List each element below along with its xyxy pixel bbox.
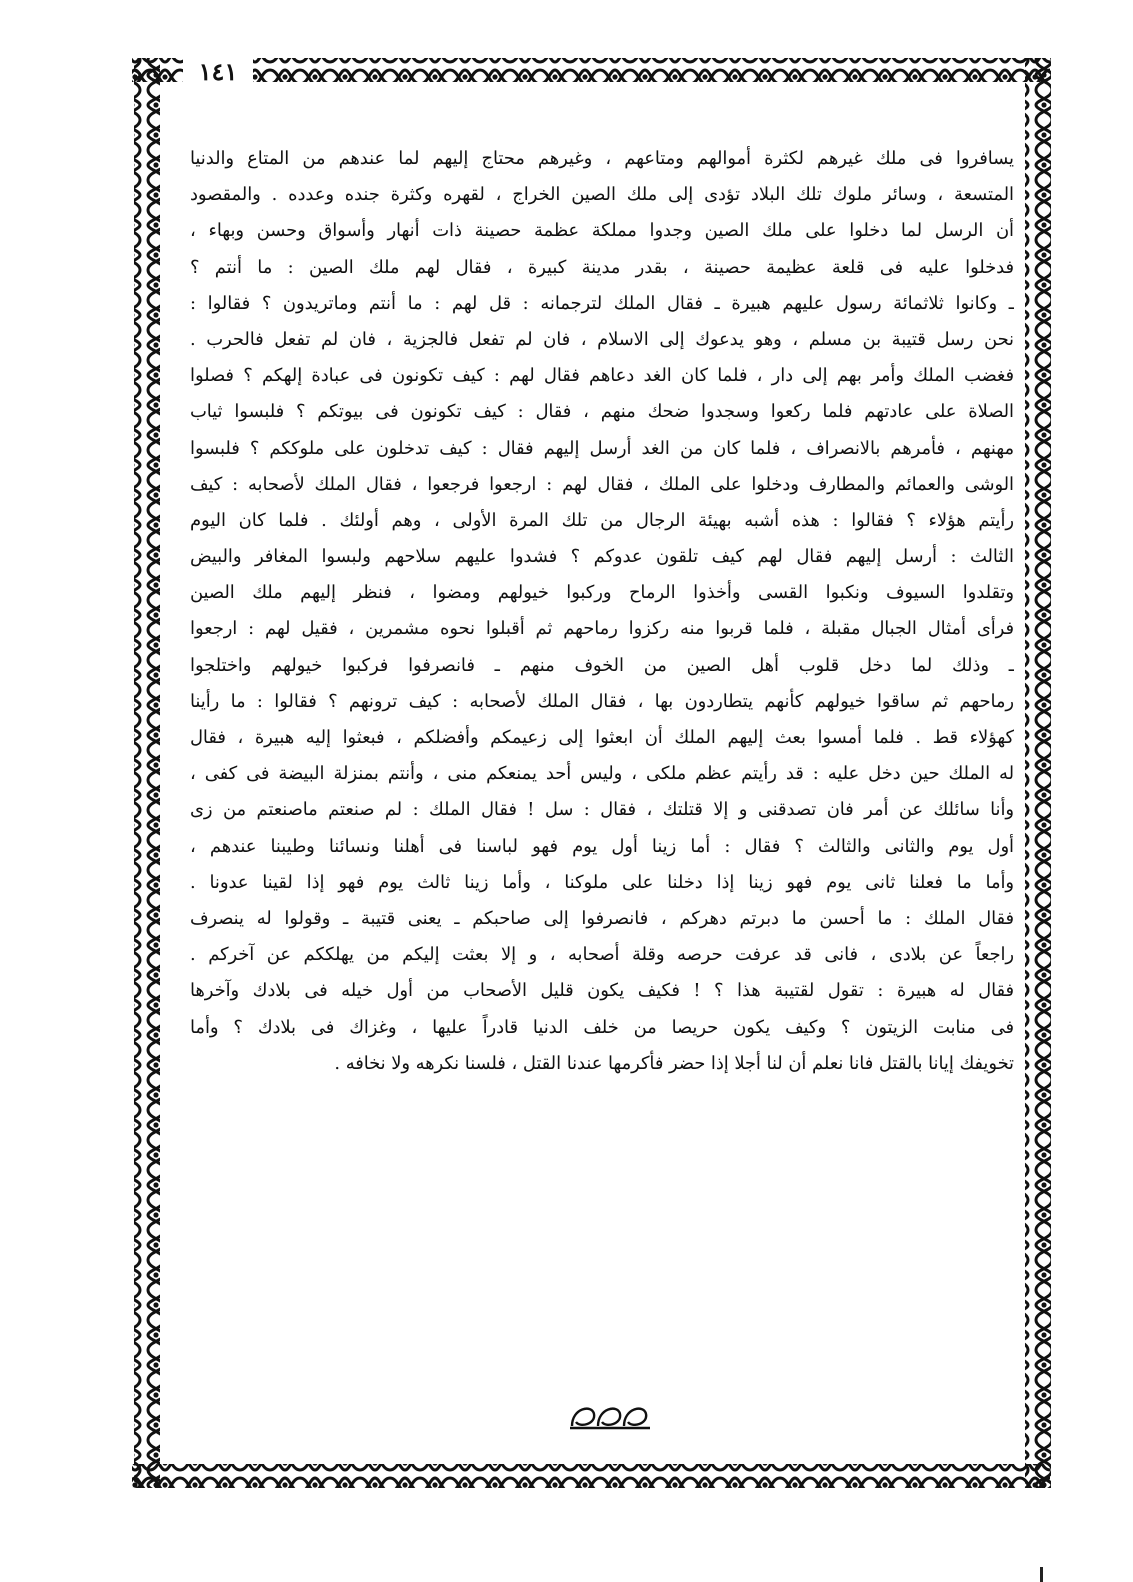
text-line: راجعاً عن بلادى ، فانى قد عرفت حرصه وقلة أصحابه ، و إلا بعثت إليكم من يهلككم عن آخركم . [190, 944, 1014, 966]
text-line: فرأى أمثال الجبال مقبلة ، فلما قربوا منه ركزوا رماحهم ثم أقبلوا نحوه مشمرين ، فقيل لهم : ارجعوا [190, 618, 1014, 640]
text-line: أول يوم والثانى والثالث ؟ فقال : أما زينا أول يوم فهو لباسنا فى أهلنا ونسائنا وطيبنا عندهم ، [190, 835, 1014, 857]
text-line: ـ وكانوا ثلاثمائة رسول عليهم هبيرة ـ فقال الملك لترجمانه : قل لهم : ما أنتم وماتريدون ؟ فقالوا : [190, 292, 1014, 314]
text-line: نحن رسل قتيبة بن مسلم ، وهو يدعوك إلى الاسلام ، فان لم تفعل فالجزية ، فان لم تفعل فالحرب . [190, 328, 1014, 350]
body-text [190, 141, 1014, 1082]
border-left [134, 58, 160, 1488]
text-line: تخويفك إيانا بالقتل فانا نعلم أن لنا أجلا إذا حضر فأكرمها عندنا القتل ، فلسنا نكرهه ولا نخافه . [334, 1052, 1014, 1074]
text-line: رماحهم ثم ساقوا خيولهم كأنهم يتطاردون بها ، فقال الملك لأصحابه : كيف ترونهم ؟ فقالوا : ما رأينا [190, 690, 1014, 712]
border-bottom [132, 1464, 1050, 1488]
text-line: ـ وذلك لما دخل قلوب أهل الصين من الخوف منهم ـ فانصرفوا فركبوا خيولهم واختلجوا [190, 654, 1014, 676]
text-line: الوشى والعمائم والمطارف ودخلوا على الملك ، فقال لهم : ارجعوا فرجعوا ، فقال الملك لأصحابه : كيف [190, 473, 1014, 495]
text-line: أن الرسل لما دخلوا على ملك الصين وجدوا مملكة عظمة حصينة ذات أنهار وأسواق وحسن وبهاء ، [190, 220, 1014, 242]
text-line: المتسعة ، وسائر ملوك تلك البلاد تؤدى إلى ملك الصين الخراج ، لقهره وكثرة جنده وعدده . والمقصود [190, 184, 1014, 206]
border-top [132, 58, 1050, 82]
text-line: وتقلدوا السيوف ونكبوا القسى وأخذوا الرماح وركبوا خيولهم ومضوا ، فنظر إليهم ملك الصين [190, 582, 1014, 604]
text-line: يسافروا فى ملك غيرهم لكثرة أموالهم ومتاعهم ، وغيرهم محتاج إليهم لما عندهم من المتاع والدنيا [190, 148, 1014, 169]
text-line: فى منابت الزيتون ؟ وكيف يكون حريصا من خلف الدنيا قادراً عليها ، وغزاك فى بلادك ؟ وأما [190, 1016, 1014, 1038]
text-line: له الملك حين دخل عليه : قد رأيتم عظم ملكى ، وليس أحد يمنعكم منى ، وأنتم بمنزلة البيضة فى كفى ، [190, 763, 1014, 785]
text-line: فدخلوا عليه فى قلعة عظيمة حصينة ، بقدر مدينة كبيرة ، فقال لهم ملك الصين : ما أنتم ؟ [190, 256, 1014, 278]
text-line: فغضب الملك وأمر بهم إلى دار ، فلما كان الغد دعاهم فقال لهم : كيف تكونون فى عبادة إلهكم ؟ فصلوا [190, 365, 1014, 387]
text-line: كهؤلاء قط . فلما أمسوا بعث إليهم الملك أن ابعثوا إلى زعيمكم وأفضلكم ، فبعثوا إليه هبيرة ، فقال [190, 727, 1014, 748]
border-right [1025, 58, 1051, 1488]
text-line: الصلاة على عادتهم فلما ركعوا وسجدوا ضحك منهم ، فقال : كيف تكونون فى بيوتكم ؟ فلبسوا ثياب [190, 401, 1014, 423]
text-line: فقال له هبيرة : تقول لقتيبة هذا ؟ ! فكيف يكون قليل الأصحاب من أول خيله فى بلادك وآخرها [190, 980, 1014, 1002]
text-line: وأنا سائلك عن أمر فان تصدقنى و إلا قتلتك ، فقال : سل ! فقال الملك : لم صنعتم ماصنعتم من زى [190, 799, 1014, 821]
end-ornament-icon [566, 1396, 656, 1436]
text-line: رأيتم هؤلاء ؟ فقالوا : هذه أشبه بهيئة الرجال من تلك المرة الأولى ، وهم أولئك . فلما كان اليوم [190, 509, 1014, 531]
text-line: مهنهم ، فأمرهم بالانصراف ، فلما كان من الغد أرسل إليهم فقال : كيف تدخلون على ملوككم ؟ فلبسوا [190, 437, 1014, 459]
text-line: الثالث : أرسل إليهم فقال لهم كيف تلقون عدوكم ؟ فشدوا عليهم سلاحهم ولبسوا المغافر والبيض [190, 546, 1014, 568]
page-number: ١٤١ [183, 58, 253, 86]
page-edge-mark [1040, 1567, 1043, 1582]
text-line: فقال الملك : ما أحسن ما دبرتم دهركم ، فانصرفوا إلى صاحبكم ـ يعنى قتيبة ـ وقولوا له ينصرف [190, 907, 1014, 929]
text-line: وأما ما فعلنا ثانى يوم فهو زينا إذا دخلنا على ملوكنا ، وأما زينا ثالث يوم فهو إذا لقينا عدونا . [190, 871, 1014, 893]
